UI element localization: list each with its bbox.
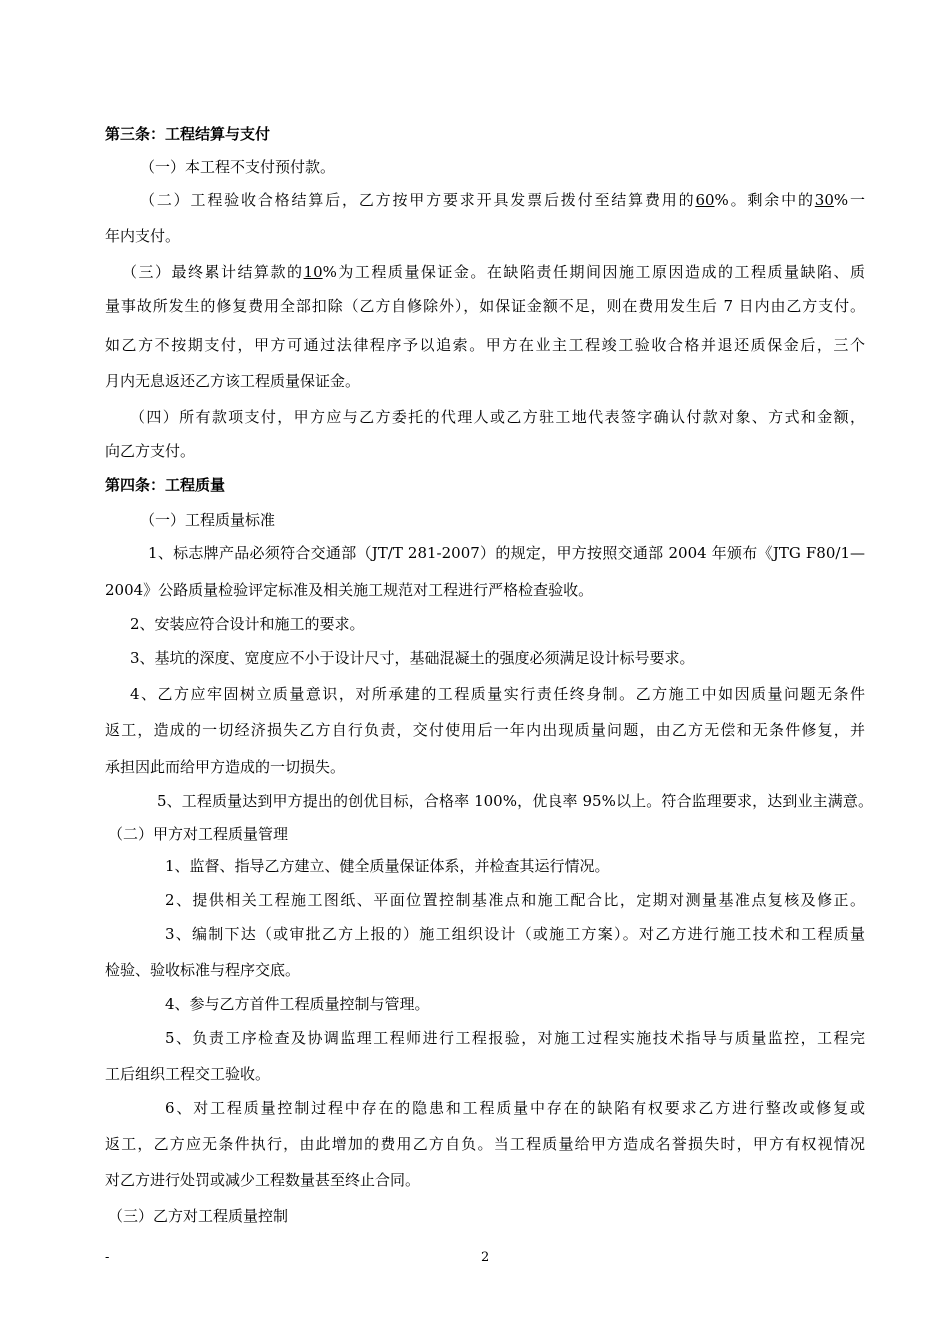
sub1-p4-line2: 返工，造成的一切经济损失乙方自行负责，交付使用后一年内出现质量问题，由乙方无偿和无条件修复，并 <box>105 721 865 739</box>
sub2-p6-line3: 对乙方进行处罚或减少工程数量甚至终止合同。 <box>105 1171 421 1189</box>
section4-sub1-title: （一）工程质量标准 <box>140 511 276 529</box>
sub2-p3-line1: 3、编制下达（或审批乙方上报的）施工组织设计（或施工方案）。对乙方进行施工技术和工程质量 <box>165 925 865 943</box>
sub2-p5-line2: 工后组织工程交工验收。 <box>105 1065 271 1083</box>
sub2-p4: 4、参与乙方首件工程质量控制与管理。 <box>165 995 430 1013</box>
sub1-p3: 3、基坑的深度、宽度应不小于设计尺寸，基础混凝土的强度必须满足设计标号要求。 <box>130 649 695 667</box>
sub1-p5: 5、工程质量达到甲方提出的创优目标，合格率 100%，优良率 95%以上。符合监理要求，达到业主满意。 <box>157 792 873 810</box>
section4-sub3-title: （三）乙方对工程质量控制 <box>108 1207 289 1225</box>
section3-item4-line1: （四）所有款项支付，甲方应与乙方委托的代理人或乙方驻工地代表签字确认付款对象、方式和金额， <box>130 408 865 426</box>
sub2-p6-line2: 返工，乙方应无条件执行，由此增加的费用乙方自负。当工程质量给甲方造成名誉损失时，甲方有权视情况 <box>105 1135 865 1153</box>
section3-item3-line4: 月内无息返还乙方该工程质量保证金。 <box>105 372 361 390</box>
section3-item4-line2: 向乙方支付。 <box>105 442 196 460</box>
sub2-p2: 2、提供相关工程施工图纸、平面位置控制基准点和施工配合比，定期对测量基准点复核及修正。 <box>165 891 865 909</box>
page-number: 2 <box>481 1250 490 1265</box>
sub2-p6-line1: 6、对工程质量控制过程中存在的隐患和工程质量中存在的缺陷有权要求乙方进行整改或修复或 <box>165 1099 865 1117</box>
section3-heading: 第三条：工程结算与支付 <box>105 125 271 143</box>
item2-text-mid: %。剩余中的 <box>714 191 815 209</box>
section3-item3-line3: 如乙方不按期支付，甲方可通过法律程序予以追索。甲方在业主工程竣工验收合格并退还质保金后，三个 <box>105 336 865 354</box>
item2-pct2: 30 <box>814 191 834 209</box>
item3-text-post: %为工程质量保证金。在缺陷责任期间因施工原因造成的工程质量缺陷、质 <box>322 263 865 281</box>
sub2-p3-line2: 检验、验收标准与程序交底。 <box>105 961 301 979</box>
sub1-p1-line2: 2004》公路质量检验评定标准及相关施工规范对工程进行严格检查验收。 <box>105 581 594 599</box>
section4-heading: 第四条：工程质量 <box>105 476 226 494</box>
item3-text-pre: （三）最终累计结算款的 <box>122 263 304 281</box>
section4-sub2-title: （二）甲方对工程质量管理 <box>108 825 289 843</box>
section3-item1: （一）本工程不支付预付款。 <box>140 158 336 176</box>
item3-pct: 10 <box>303 263 323 281</box>
sub1-p1-line1: 1、标志牌产品必须符合交通部（JT/T 281-2007）的规定，甲方按照交通部 2004 年颁布《JTG F80/1— <box>148 544 865 562</box>
sub2-p1: 1、监督、指导乙方建立、健全质量保证体系，并检查其运行情况。 <box>165 857 610 875</box>
section3-item3-line1 <box>122 262 865 282</box>
item2-text-pre: （二）工程验收合格结算后，乙方按甲方要求开具发票后拨付至结算费用的 <box>140 191 696 209</box>
sub1-p2: 2、安装应符合设计和施工的要求。 <box>130 615 365 633</box>
section3-item2-line2: 年内支付。 <box>105 227 181 245</box>
sub1-p4-line1: 4、乙方应牢固树立质量意识，对所承建的工程质量实行责任终身制。乙方施工中如因质量问题无条件 <box>130 685 865 703</box>
sub1-p4-line3: 承担因此而给甲方造成的一切损失。 <box>105 758 346 776</box>
section3-item3-line2: 量事故所发生的修复费用全部扣除（乙方自修除外），如保证金额不足，则在费用发生后 7 日内由乙方支付。 <box>105 297 865 315</box>
section3-item2-line1 <box>140 190 865 210</box>
item2-pct1: 60 <box>695 191 715 209</box>
footer-left-mark: - <box>105 1250 110 1265</box>
item2-text-post: %一 <box>833 191 865 209</box>
sub2-p5-line1: 5、负责工序检查及协调监理工程师进行工程报验，对施工过程实施技术指导与质量监控，工程完 <box>165 1029 865 1047</box>
